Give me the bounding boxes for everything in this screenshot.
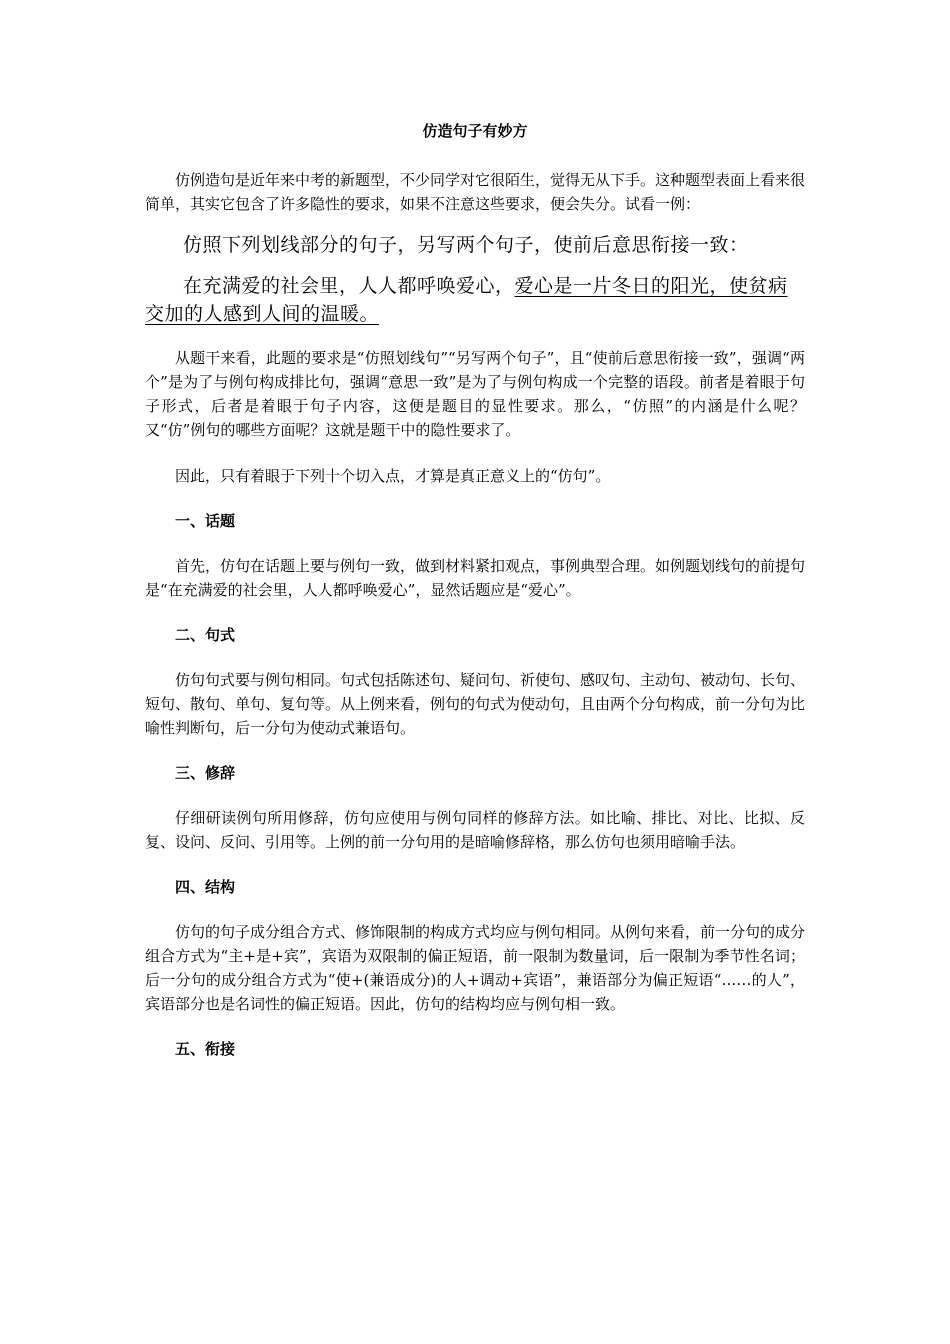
section-body-rhetoric: 仔细研读例句所用修辞，仿句应使用与例句同样的修辞方法。如比喻、排比、对比、比拟、反复、设问、反问、引用等。上例的前一分句用的是暗喻修辞格，那么仿句也须用暗喻手法。 <box>145 809 805 851</box>
transition-paragraph: 因此，只有着眼于下列十个切入点，才算是真正意义上的“仿句”。 <box>175 467 611 485</box>
section-heading-cohesion: 五、衔接 <box>175 1040 236 1058</box>
section-heading-topic: 一、话题 <box>175 512 236 530</box>
intro-paragraph: 仿例造句是近年来中考的新题型，不少同学对它很陌生，觉得无从下手。这种题型表面上看来很简单，其实它包含了许多隐性的要求，如果不注意这些要求，便会失分。试看一例： <box>145 171 806 213</box>
document-title: 仿造句子有妙方 <box>422 122 528 140</box>
section-heading-structure: 四、结构 <box>175 878 236 896</box>
section-heading-rhetoric: 三、修辞 <box>175 764 236 782</box>
example-instruction: 仿照下列划线部分的句子，另写两个句子，使前后意思衔接一致： <box>183 234 749 256</box>
section-body-sentence-pattern: 仿句句式要与例句相同。句式包括陈述句、疑问句、祈使句、感叹句、主动句、被动句、长句、短句、散句、单句、复句等。从上例来看，例句的句式为使动句，且由两个分句构成，前一分句为比喻性判断句，后一分句为使动式兼语句。 <box>145 671 806 737</box>
section-heading-sentence-pattern: 二、句式 <box>175 626 236 644</box>
example-sentence <box>145 272 805 328</box>
document-page <box>145 120 805 1082</box>
example-sentence-plain: 在充满爱的社会里，人人都呼唤爱心， <box>183 275 515 297</box>
section-body-topic: 首先，仿句在话题上要与例句一致，做到材料紧扣观点，事例典型合理。如例题划线句的前提句是“在充满爱的社会里，人人都呼唤爱心”，显然话题应是“爱心”。 <box>145 557 806 599</box>
section-body-structure: 仿句的句子成分组合方式、修饰限制的构成方式均应与例句相同。从例句来看，前一分句的成分组合方式为“主+是+宾”，宾语为双限制的偏正短语，前一限制为数量词，后一限制为季节性名词；后一分句的成分组合方式为“使+(兼语成分)的人+调动+宾语”，兼语部分为偏正短语“……的人”，宾语部分也是名词性的偏正短语。因此，仿句的结构均应与例句相一致。 <box>145 923 806 1013</box>
example-sentence-underlined: 爱心是一片冬日的阳光，使贫病交加的人感到人间的温暖。 <box>145 275 788 325</box>
analysis-paragraph: 从题干来看，此题的要求是“仿照划线句”“另写两个句子”，且“使前后意思衔接一致”，强调“两个”是为了与例句构成排比句，强调“意思一致”是为了与例句构成一个完整的语段。前者是着眼于句子形式，后者是着眼于句子内容，这便是题目的显性要求。那么，“仿照”的内涵是什么呢？又“仿”例句的哪些方面呢？这就是题干中的隐性要求了。 <box>145 349 805 439</box>
